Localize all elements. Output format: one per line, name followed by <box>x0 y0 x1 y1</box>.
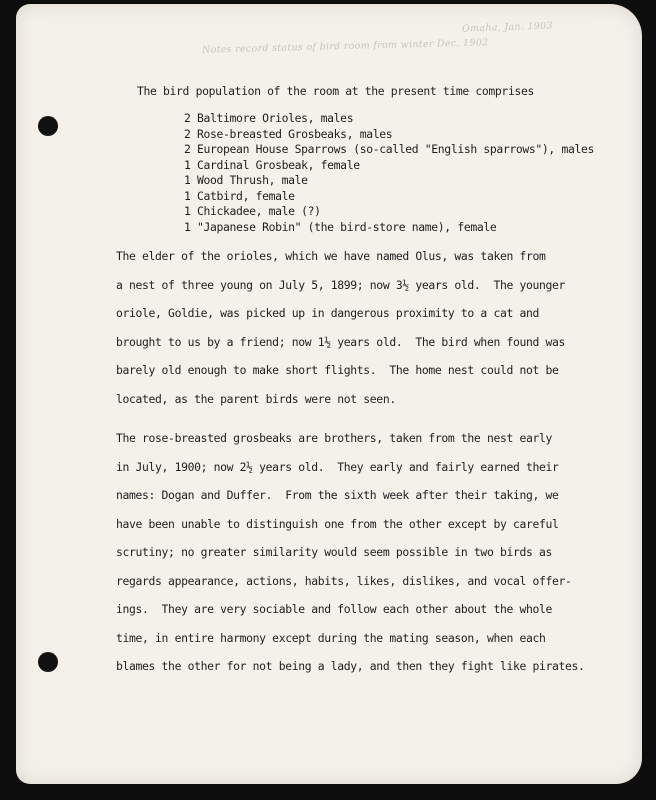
paragraph-line: names: Dogan and Duffer. From the sixth week after their taking, we <box>116 488 559 502</box>
paragraph-line: oriole, Goldie, was picked up in dangerous proximity to a cat and <box>116 306 540 320</box>
list-item: 1 Wood Thrush, male <box>184 173 308 187</box>
paragraph-line: in July, 1900; now 2½ years old. They early and fairly earned their <box>116 459 559 474</box>
list-item: 2 European House Sparrows (so-called "English sparrows"), males <box>184 142 594 156</box>
paragraph-line: time, in entire harmony except during the mating season, when each <box>116 630 546 645</box>
paragraph-line: have been unable to distinguish one from the other except by careful <box>116 516 559 531</box>
document-page <box>16 4 642 784</box>
paragraph-line: scrutiny; no greater similarity would seem possible in two birds as <box>116 545 553 559</box>
punch-hole-bottom <box>38 652 58 672</box>
paragraph-line: The rose-breasted grosbeaks are brothers, taken from the nest early <box>116 431 553 445</box>
punch-hole-top <box>38 116 58 136</box>
bird-list <box>184 111 594 235</box>
list-item: 1 Cardinal Grosbeak, female <box>184 157 360 172</box>
pencil-annotation-date: Omaha, Jan. 1903 <box>461 20 554 35</box>
paragraph-line: located, as the parent birds were not seen. <box>116 391 396 406</box>
paragraph-grosbeaks <box>116 424 636 681</box>
pencil-annotation-note: Notes record status of bird room from winter Dec. 1902 <box>201 37 489 56</box>
paragraph-line: a nest of three young on July 5, 1899; now 3½ years old. The younger <box>116 277 566 292</box>
list-item: 2 Rose-breasted Grosbeaks, males <box>184 126 393 141</box>
paragraph-line: ings. They are very sociable and follow each other about the whole <box>116 602 553 616</box>
list-item: 1 Chickadee, male (?) <box>184 204 321 218</box>
paragraph-line: The elder of the orioles, which we have named Olus, was taken from <box>116 249 546 263</box>
paragraph-line: brought to us by a friend; now 1½ years old. The bird when found was <box>116 334 566 349</box>
paragraph-orioles <box>116 242 636 413</box>
paragraph-line: barely old enough to make short flights. The home nest could not be <box>116 363 559 377</box>
paragraph-line: regards appearance, actions, habits, likes, dislikes, and vocal offer- <box>116 573 572 588</box>
list-item: 1 Catbird, female <box>184 188 295 203</box>
paragraph-line: blames the other for not being a lady, and then they fight like pirates. <box>116 659 585 673</box>
intro-line: The bird population of the room at the present time comprises <box>137 84 534 98</box>
list-item: 1 "Japanese Robin" (the bird-store name), female <box>184 219 497 234</box>
list-item: 2 Baltimore Orioles, males <box>184 111 354 125</box>
